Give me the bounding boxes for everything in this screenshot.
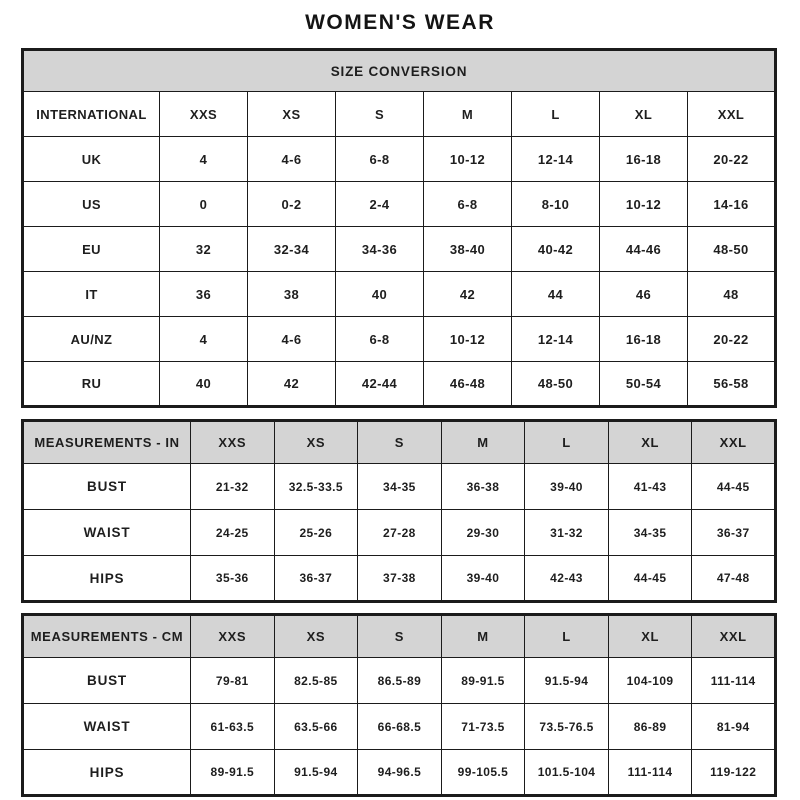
size-cell: 34-36 (336, 227, 424, 272)
size-header-xs: XS (274, 615, 358, 658)
measurement-cell: 29-30 (441, 510, 525, 556)
row-label: WAIST (23, 704, 191, 750)
row-label: US (23, 182, 160, 227)
size-cell: 10-12 (600, 182, 688, 227)
size-cell: 32 (160, 227, 248, 272)
size-header-m: M (441, 615, 525, 658)
row-label: BUST (23, 658, 191, 704)
column-header-s: S (336, 92, 424, 137)
size-cell: 12-14 (512, 317, 600, 362)
size-cell: 44-46 (600, 227, 688, 272)
size-header-xxl: XXL (692, 615, 776, 658)
measurement-cell: 39-40 (441, 556, 525, 602)
measurements-in-table (21, 419, 777, 603)
size-cell: 38 (248, 272, 336, 317)
measurement-cell: 37-38 (358, 556, 442, 602)
column-header-m: M (424, 92, 512, 137)
size-cell: 4 (160, 317, 248, 362)
size-cell: 56-58 (688, 362, 776, 407)
size-conversion-table (21, 48, 777, 408)
size-cell: 46 (600, 272, 688, 317)
size-cell: 42-44 (336, 362, 424, 407)
measurement-row-waist (23, 704, 776, 750)
size-header-s: S (358, 615, 442, 658)
measurement-cell: 101.5-104 (525, 750, 609, 796)
size-row-it (23, 272, 776, 317)
measurement-cell: 36-38 (441, 464, 525, 510)
size-cell: 40 (160, 362, 248, 407)
measurement-cell: 111-114 (692, 658, 776, 704)
row-label: AU/NZ (23, 317, 160, 362)
size-cell: 48 (688, 272, 776, 317)
size-row-ru (23, 362, 776, 407)
size-cell: 48-50 (688, 227, 776, 272)
size-cell: 40-42 (512, 227, 600, 272)
size-cell: 0 (160, 182, 248, 227)
size-cell: 6-8 (424, 182, 512, 227)
row-label: WAIST (23, 510, 191, 556)
measurement-row-bust (23, 658, 776, 704)
size-row-us (23, 182, 776, 227)
measurement-cell: 89-91.5 (191, 750, 275, 796)
size-header-xxs: XXS (191, 615, 275, 658)
measurement-cell: 99-105.5 (441, 750, 525, 796)
measurement-cell: 42-43 (525, 556, 609, 602)
size-cell: 4 (160, 137, 248, 182)
measurements-in-header: MEASUREMENTS - IN (23, 421, 191, 464)
row-label: UK (23, 137, 160, 182)
measurement-cell: 32.5-33.5 (274, 464, 358, 510)
size-conversion-header-row (23, 50, 776, 92)
size-cell: 4-6 (248, 137, 336, 182)
size-cell: 32-34 (248, 227, 336, 272)
size-cell: 10-12 (424, 137, 512, 182)
page-title: WOMEN'S WEAR (305, 11, 495, 34)
size-cell: 36 (160, 272, 248, 317)
size-cell: 42 (248, 362, 336, 407)
measurement-cell: 41-43 (608, 464, 692, 510)
measurement-cell: 21-32 (191, 464, 275, 510)
measurement-cell: 39-40 (525, 464, 609, 510)
size-cell: 0-2 (248, 182, 336, 227)
measurement-cell: 61-63.5 (191, 704, 275, 750)
column-header-row (23, 92, 776, 137)
size-cell: 16-18 (600, 317, 688, 362)
measurement-cell: 27-28 (358, 510, 442, 556)
size-header-xs: XS (274, 421, 358, 464)
size-header-m: M (441, 421, 525, 464)
column-header-international: INTERNATIONAL (23, 92, 160, 137)
measurement-cell: 35-36 (191, 556, 275, 602)
row-label: HIPS (23, 556, 191, 602)
measurement-cell: 34-35 (608, 510, 692, 556)
size-cell: 12-14 (512, 137, 600, 182)
measurement-cell: 82.5-85 (274, 658, 358, 704)
size-cell: 10-12 (424, 317, 512, 362)
measurements-in-header-row (23, 421, 776, 464)
row-label: EU (23, 227, 160, 272)
size-cell: 14-16 (688, 182, 776, 227)
measurement-cell: 31-32 (525, 510, 609, 556)
measurement-cell: 81-94 (692, 704, 776, 750)
size-cell: 6-8 (336, 137, 424, 182)
row-label: RU (23, 362, 160, 407)
column-header-xxs: XXS (160, 92, 248, 137)
size-header-xl: XL (608, 421, 692, 464)
measurement-cell: 24-25 (191, 510, 275, 556)
measurement-cell: 34-35 (358, 464, 442, 510)
column-header-xs: XS (248, 92, 336, 137)
row-label: HIPS (23, 750, 191, 796)
size-cell: 40 (336, 272, 424, 317)
measurement-cell: 86-89 (608, 704, 692, 750)
measurement-cell: 44-45 (692, 464, 776, 510)
measurement-cell: 94-96.5 (358, 750, 442, 796)
row-label: BUST (23, 464, 191, 510)
size-row-eu (23, 227, 776, 272)
size-cell: 20-22 (688, 137, 776, 182)
measurement-cell: 104-109 (608, 658, 692, 704)
measurements-cm-header-row (23, 615, 776, 658)
size-cell: 42 (424, 272, 512, 317)
measurement-cell: 47-48 (692, 556, 776, 602)
measurement-cell: 89-91.5 (441, 658, 525, 704)
measurement-cell: 79-81 (191, 658, 275, 704)
size-cell: 50-54 (600, 362, 688, 407)
measurement-cell: 119-122 (692, 750, 776, 796)
measurement-cell: 91.5-94 (274, 750, 358, 796)
size-header-l: L (525, 421, 609, 464)
size-cell: 38-40 (424, 227, 512, 272)
measurement-cell: 36-37 (274, 556, 358, 602)
measurement-cell: 73.5-76.5 (525, 704, 609, 750)
size-header-xxs: XXS (191, 421, 275, 464)
measurement-cell: 36-37 (692, 510, 776, 556)
column-header-l: L (512, 92, 600, 137)
measurement-cell: 86.5-89 (358, 658, 442, 704)
row-label: IT (23, 272, 160, 317)
measurement-row-hips (23, 750, 776, 796)
size-cell: 6-8 (336, 317, 424, 362)
size-row-aunz (23, 317, 776, 362)
measurement-cell: 44-45 (608, 556, 692, 602)
measurement-cell: 111-114 (608, 750, 692, 796)
size-cell: 48-50 (512, 362, 600, 407)
measurement-cell: 91.5-94 (525, 658, 609, 704)
size-cell: 46-48 (424, 362, 512, 407)
measurement-row-bust (23, 464, 776, 510)
size-header-xxl: XXL (692, 421, 776, 464)
column-header-xl: XL (600, 92, 688, 137)
size-cell: 20-22 (688, 317, 776, 362)
measurement-row-hips (23, 556, 776, 602)
size-cell: 16-18 (600, 137, 688, 182)
measurement-cell: 63.5-66 (274, 704, 358, 750)
size-cell: 44 (512, 272, 600, 317)
measurements-cm-table (21, 613, 777, 797)
size-cell: 8-10 (512, 182, 600, 227)
measurements-cm-header: MEASUREMENTS - CM (23, 615, 191, 658)
size-header-l: L (525, 615, 609, 658)
measurement-cell: 66-68.5 (358, 704, 442, 750)
size-header-xl: XL (608, 615, 692, 658)
column-header-xxl: XXL (688, 92, 776, 137)
measurement-row-waist (23, 510, 776, 556)
measurement-cell: 71-73.5 (441, 704, 525, 750)
measurement-cell: 25-26 (274, 510, 358, 556)
size-header-s: S (358, 421, 442, 464)
size-row-uk (23, 137, 776, 182)
size-conversion-header: SIZE CONVERSION (23, 50, 776, 92)
size-cell: 4-6 (248, 317, 336, 362)
size-cell: 2-4 (336, 182, 424, 227)
